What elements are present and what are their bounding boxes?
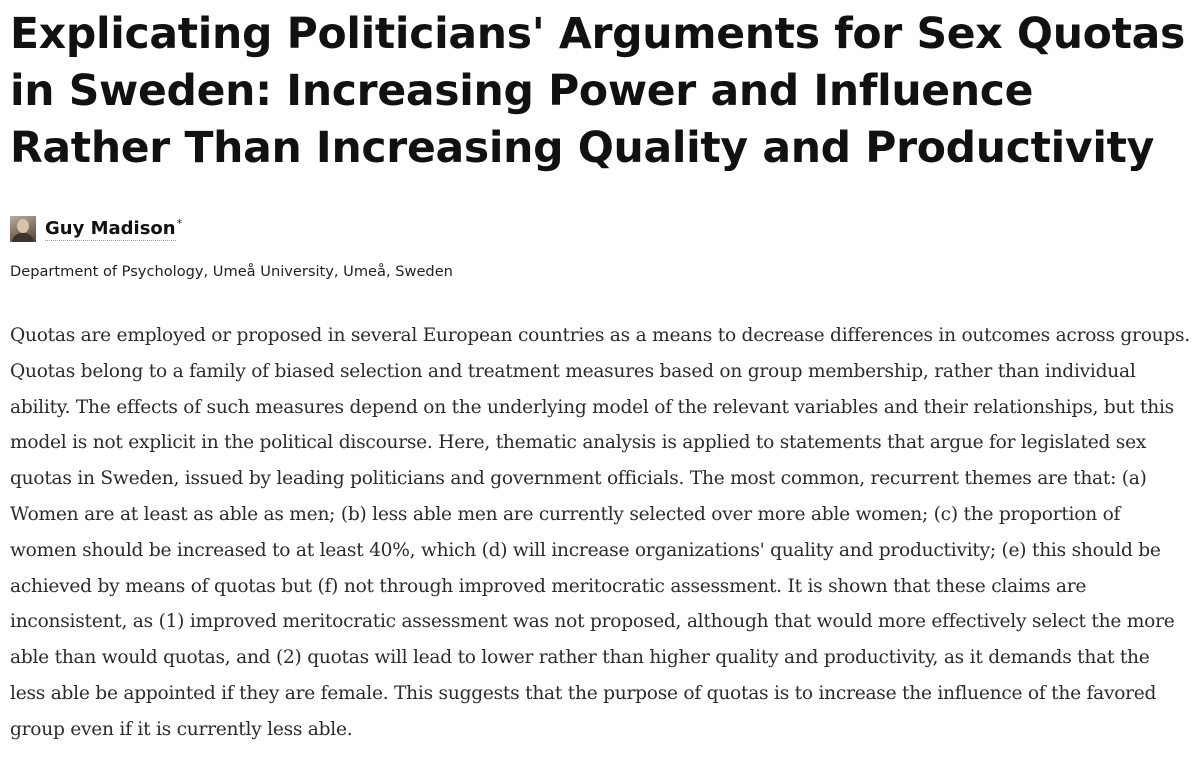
author-footnote-mark: * bbox=[176, 216, 183, 230]
author-row bbox=[10, 214, 1190, 244]
author-name-link[interactable]: Guy Madison bbox=[45, 217, 176, 239]
avatar-head bbox=[17, 219, 29, 233]
article-title: Explicating Politicians' Arguments for Sex Quotas in Sweden: Increasing Power and Influence Rather Than Increasing Quality and Productivity bbox=[10, 10, 1185, 173]
avatar-shoulders bbox=[12, 233, 34, 242]
article-page bbox=[10, 0, 1190, 766]
abstract-text: Quotas are employed or proposed in several European countries as a means to decrease differences in outcomes across groups. Quotas belong to a family of biased selection and treatment measures based on group membership, rather than individual ability. The effects of such measures depend on the underlying model of the relevant variables and their relationships, but this model is not explicit in the political discourse. Here, thematic analysis is applied to statements that argue for legislated sex quotas in Sweden, issued by leading politicians and government officials. The most common, recurrent themes are that: (a) Women are at least as able as men; (b) less able men are currently selected over more able women; (c) the proportion of women should be increased to at least 40%, which (d) will increase organizations' quality and productivity; (e) this should be achieved by means of quotas but (f) not through improved meritocratic assessment. It is shown that these claims are inconsistent, as (1) improved meritocratic assessment was not proposed, although that would more effectively select the more able than would quotas, and (2) quotas will lead to lower rather than higher quality and productivity, as it demands that the less able be appointed if they are female. This suggests that the purpose of quotas is to increase the influence of the favored group even if it is currently less able. bbox=[10, 325, 1190, 740]
author-affiliation: Department of Psychology, Umeå University, Umeå, Sweden bbox=[10, 263, 453, 280]
author-photo-icon[interactable] bbox=[10, 216, 36, 242]
